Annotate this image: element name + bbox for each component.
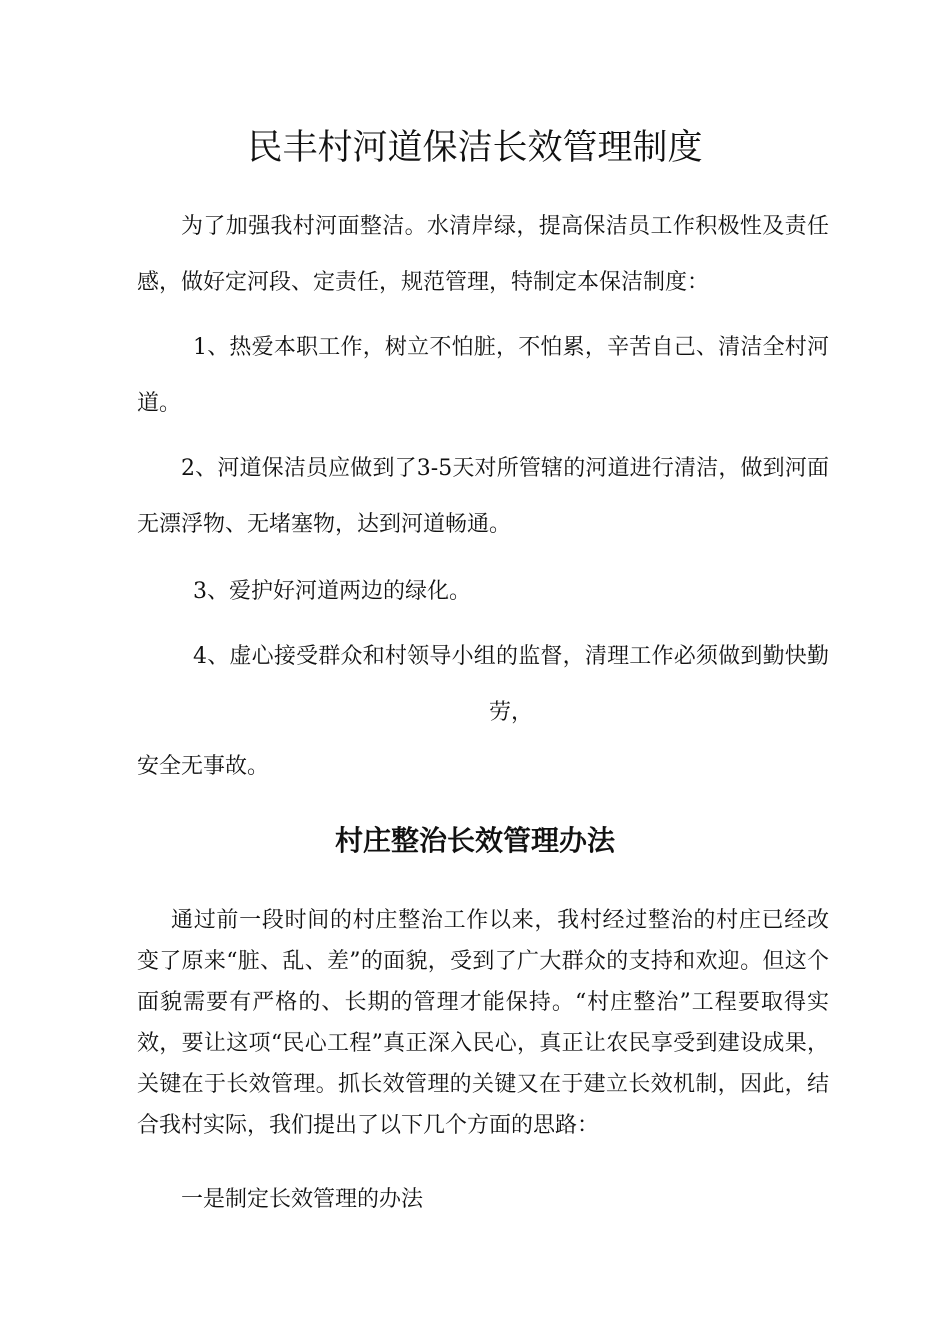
rule-item-2: 2、河道保洁员应做到了3-5天对所管辖的河道进行清洁，做到河面无漂浮物、无堵塞物，达到河道畅通。 — [137, 456, 829, 537]
rule-item-3: 3、爱护好河道两边的绿化。 — [193, 579, 471, 604]
section-body-paragraph: 通过前一段时间的村庄整治工作以来，我村经过整治的村庄已经改变了原来“脏、乱、差”的面貌，受到了广大群众的支持和欢迎。但这个面貌需要有严格的、长期的管理才能保持。“村庄整治”工程要取得实效，要让这项“民心工程”真正深入民心，真正让农民享受到建设成果，关键在于长效管理。抓长效管理的关键又在于建立长效机制，因此，结合我村实际，我们提出了以下几个方面的思路： — [137, 908, 829, 1138]
subsection-heading: 一是制定长效管理的办法 — [181, 1187, 424, 1212]
intro-paragraph: 为了加强我村河面整洁。水清岸绿，提高保洁员工作积极性及责任感，做好定河段、定责任，规范管理，特制定本保洁制度： — [137, 214, 829, 295]
section-title: 村庄整治长效管理办法 — [334, 824, 615, 858]
rule-item-4-tail: 安全无事故。 — [137, 754, 270, 779]
rule-item-4: 4、虚心接受群众和村领导小组的监督，清理工作必须做到勤快勤劳， — [193, 644, 829, 725]
document-title: 民丰村河道保洁长效管理制度 — [247, 128, 703, 169]
rule-item-1: 1、热爱本职工作，树立不怕脏，不怕累，辛苦自己、清洁全村河道。 — [137, 335, 829, 416]
